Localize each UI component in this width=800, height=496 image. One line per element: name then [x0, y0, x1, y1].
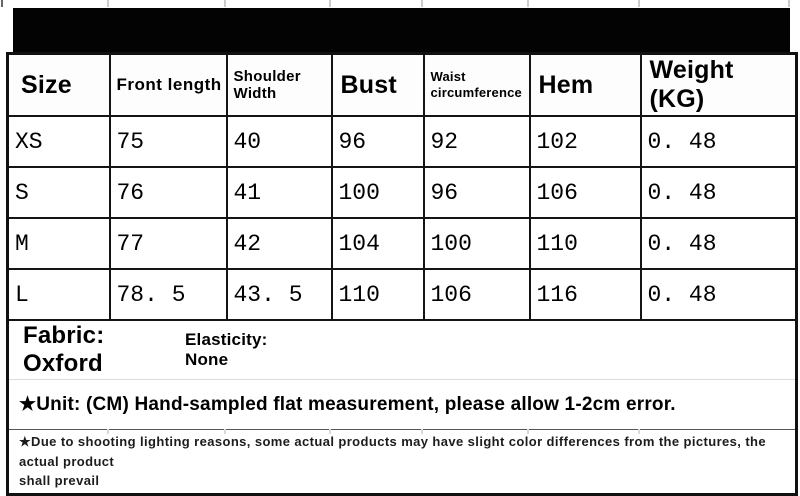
- table-row-s: [8, 167, 797, 218]
- col-header-waist-circumference: Waist circumference: [424, 54, 530, 117]
- size-cell: S: [8, 167, 110, 218]
- fabric-label: Fabric: Oxford: [23, 322, 105, 377]
- black-banner: [13, 8, 790, 52]
- col-header-front-length: Front length: [110, 54, 227, 117]
- crop-artifact-tick: [1, 0, 3, 7]
- unit-note: ★Unit: (CM) Hand-sampled flat measurement, please allow 1-2cm error.: [8, 380, 797, 430]
- table-cell: 96: [424, 167, 530, 218]
- disclaimer-note: [8, 430, 797, 495]
- table-cell: 110: [530, 218, 641, 269]
- col-header-bust: Bust: [332, 54, 424, 117]
- table-cell: 104: [332, 218, 424, 269]
- crop-artifact-tick: [638, 0, 640, 7]
- crop-artifact-tick: [224, 429, 226, 434]
- crop-artifact-tick: [527, 0, 529, 7]
- table-cell: 43. 5: [227, 269, 332, 320]
- crop-artifact-tick: [224, 0, 226, 7]
- table-row-l: [8, 269, 797, 320]
- table-cell: 40: [227, 116, 332, 167]
- table-cell: 96: [332, 116, 424, 167]
- table-row-xs: [8, 116, 797, 167]
- crop-artifact-tick: [329, 429, 331, 434]
- disclaimer-line-2: shall prevail: [19, 473, 100, 488]
- size-chart-table: [6, 52, 798, 496]
- crop-artifact-tick: [421, 429, 423, 434]
- table-cell: 0. 48: [641, 218, 797, 269]
- table-cell: 106: [530, 167, 641, 218]
- header-row: [8, 54, 797, 117]
- table-cell: 76: [110, 167, 227, 218]
- table-cell: 100: [332, 167, 424, 218]
- table-cell: 92: [424, 116, 530, 167]
- table-cell: 78. 5: [110, 269, 227, 320]
- table-cell: 0. 48: [641, 167, 797, 218]
- col-header-size: Size: [8, 54, 110, 117]
- table-cell: 116: [530, 269, 641, 320]
- crop-artifact-tick: [788, 0, 790, 7]
- crop-artifact-tick: [638, 429, 640, 434]
- size-cell: XS: [8, 116, 110, 167]
- table-cell: 41: [227, 167, 332, 218]
- table-cell: 42: [227, 218, 332, 269]
- table-cell: 0. 48: [641, 116, 797, 167]
- col-header-shoulder-width: Shoulder Width: [227, 54, 332, 117]
- fabric-row: [8, 320, 797, 380]
- crop-artifact-tick: [107, 0, 109, 7]
- size-cell: L: [8, 269, 110, 320]
- size-cell: M: [8, 218, 110, 269]
- elasticity-note: [185, 330, 268, 371]
- crop-artifact-tick: [527, 429, 529, 434]
- disclaimer-row: [8, 430, 797, 495]
- crop-artifact-tick: [107, 429, 109, 434]
- elasticity-label: Elasticity:: [185, 329, 268, 349]
- crop-artifact-tick: [421, 0, 423, 7]
- table-cell: 75: [110, 116, 227, 167]
- table-row-m: [8, 218, 797, 269]
- table-cell: 77: [110, 218, 227, 269]
- table-cell: 0. 48: [641, 269, 797, 320]
- table-cell: 106: [424, 269, 530, 320]
- elasticity-value: None: [185, 350, 229, 369]
- table-cell: 110: [332, 269, 424, 320]
- crop-artifact-tick: [329, 0, 331, 7]
- col-header-hem: Hem: [530, 54, 641, 117]
- unit-note-row: [8, 380, 797, 430]
- table-cell: 102: [530, 116, 641, 167]
- disclaimer-line-1: ★Due to shooting lighting reasons, some actual products may have slight color differences from the pictures, the actual product: [19, 434, 767, 469]
- col-header-weight: Weight (KG): [641, 54, 797, 117]
- table-cell: 100: [424, 218, 530, 269]
